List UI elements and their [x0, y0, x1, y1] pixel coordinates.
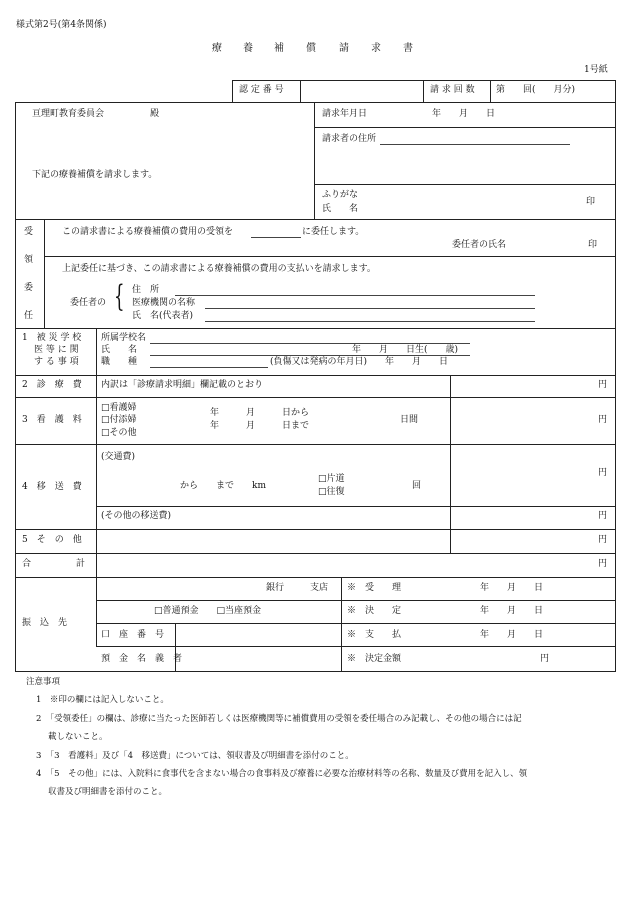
- account-number-label: 口 座 番 号: [101, 630, 165, 640]
- transport-other-label: (その他の移送費): [101, 511, 172, 521]
- representative-label: 氏 名(代表者): [132, 311, 194, 321]
- nursing-to-date[interactable]: 年 月 日まで: [210, 421, 310, 431]
- school-label: 所属学校名: [101, 333, 147, 343]
- title-char: 請: [339, 43, 349, 54]
- decision-label: ※ 決 定: [347, 606, 402, 616]
- transport-route[interactable]: から まで km: [180, 481, 266, 491]
- note-item: 載しないこと。: [48, 732, 108, 742]
- treatment-label: 2 診 療 費: [22, 380, 82, 390]
- delegation-request: 上記委任に基づき、この請求書による療養補償の費用の支払いを請求します。: [62, 264, 376, 274]
- receipt-label: ※ 受 理: [347, 583, 402, 593]
- decision-date: 年 月 日: [480, 606, 544, 616]
- request-text: 下記の療養補償を請求します。: [32, 170, 158, 180]
- account-holder-field[interactable]: [180, 651, 338, 665]
- injury-date-field[interactable]: (負傷又は発病の年月日) 年 月 日: [270, 357, 449, 367]
- payment-label: ※ 支 払: [347, 630, 402, 640]
- note-item: 4 「5 その他」には、入院料に食事代を含まない場合の食事料及び療養に必要な治療材料等の名称、数量及び費用を記入し、領: [36, 769, 528, 779]
- title-char: 償: [306, 43, 316, 54]
- note-item: 2 「受領委任」の欄は、診療に当たった医師若しくは医療機関等に補償費用の受領を委任場合のみ記載し、その他の場合には記: [36, 714, 522, 724]
- brace: {: [114, 279, 125, 314]
- institution-name-field[interactable]: [205, 308, 535, 309]
- transfer-label: 振 込 先: [22, 618, 68, 628]
- total-label: 合 計: [22, 559, 86, 569]
- victim-name-field[interactable]: [150, 355, 470, 356]
- transport-label: 4 移 送 費: [22, 482, 82, 492]
- school-field[interactable]: [150, 343, 470, 344]
- title-char: 書: [403, 43, 413, 54]
- delegation-sentence-end: に委任します。: [302, 227, 365, 237]
- nursing-from-date[interactable]: 年 月 日から: [210, 408, 310, 418]
- address-field[interactable]: [380, 144, 570, 145]
- victim-section-label: す る 事 項: [34, 357, 79, 367]
- nursing-days[interactable]: 日間: [400, 415, 419, 425]
- cert-number-label: 認 定 番 号: [239, 85, 284, 95]
- representative-field[interactable]: [205, 321, 535, 322]
- branch-label[interactable]: 支店: [310, 583, 329, 593]
- treatment-text: 内訳は「診療請求明細」欄記載のとおり: [101, 380, 264, 390]
- delegate-address-label: 住 所: [132, 285, 160, 295]
- yen-unit: 円: [598, 380, 608, 390]
- bank-label[interactable]: 銀行: [266, 583, 285, 593]
- form-code: 様式第2号(第4条関係): [16, 20, 107, 30]
- delegation-side-label: 任: [24, 311, 34, 321]
- nursing-label: 3 看 護 料: [22, 415, 82, 425]
- other-label: 5 そ の 他: [22, 535, 82, 545]
- address-label: 請求者の住所: [322, 134, 377, 144]
- title-char: 療: [212, 43, 222, 54]
- transport-times[interactable]: 回: [412, 481, 422, 491]
- addressee: 亘理町教育委員会: [32, 109, 105, 119]
- round-trip-checkbox[interactable]: □往復: [318, 487, 345, 497]
- account-number-field[interactable]: [180, 628, 338, 642]
- yen-unit: 円: [598, 511, 608, 521]
- furigana-label: ふりがな: [322, 190, 359, 200]
- seal-mark: 印: [586, 197, 596, 207]
- sheet-number: 1号紙: [584, 65, 608, 75]
- title-char: 補: [274, 43, 284, 54]
- yen-unit: 円: [598, 535, 608, 545]
- decided-amount-label: ※ 決定金額: [347, 654, 402, 664]
- claim-count-value[interactable]: 第 回( 月分): [496, 85, 576, 95]
- claim-date-field[interactable]: 年 月 日: [432, 109, 496, 119]
- victim-section-label: 1 被 災 学 校: [22, 333, 82, 343]
- claim-date-label: 請求年月日: [322, 109, 368, 119]
- nursing-option-checkbox[interactable]: □付添婦: [101, 415, 137, 425]
- delegator-name-label: 委任者の氏名: [452, 240, 507, 250]
- account-holder-label: 預 金 名 義 者: [101, 654, 183, 664]
- note-item: 3 「3 看護料」及び「4 移送費」については、領収書及び明細書を添付のこと。: [36, 751, 354, 761]
- receipt-date: 年 月 日: [480, 583, 544, 593]
- yen-unit: 円: [598, 468, 608, 478]
- delegation-side-label: 受: [24, 227, 34, 237]
- delegator-seal: 印: [588, 240, 598, 250]
- note-item: 1 ※印の欄には記入しないこと。: [36, 695, 169, 705]
- delegation-sentence: この請求書による療養補償の費用の受領を: [62, 227, 234, 237]
- honorific: 殿: [150, 109, 160, 119]
- title-char: 求: [371, 43, 381, 54]
- job-label: 職 種: [101, 357, 138, 367]
- notes-heading: 注意事項: [26, 677, 61, 687]
- claimant-name-label: 氏 名: [322, 204, 359, 214]
- birth-date-field[interactable]: 年 月 日生( 歳): [352, 345, 459, 355]
- delegation-side-label: 領: [24, 255, 34, 265]
- delegate-name-field[interactable]: [251, 237, 301, 238]
- institution-name-label: 医療機関の名称: [132, 298, 196, 308]
- title-char: 養: [243, 43, 253, 54]
- cert-number-field[interactable]: [303, 84, 421, 100]
- claim-count-label: 請 求 回 数: [430, 85, 475, 95]
- deposit-type-checkbox[interactable]: □普通預金 □当座預金: [154, 606, 262, 616]
- delegate-label: 委任者の: [70, 298, 107, 308]
- one-way-checkbox[interactable]: □片道: [318, 474, 345, 484]
- yen-unit: 円: [598, 559, 608, 569]
- nursing-option-checkbox[interactable]: □看護婦: [101, 403, 137, 413]
- yen-unit: 円: [540, 654, 550, 664]
- delegate-address-field[interactable]: [175, 295, 535, 296]
- note-item: 収書及び明細書を添付のこと。: [48, 787, 168, 797]
- victim-name-label: 氏 名: [101, 345, 138, 355]
- delegation-side-label: 委: [24, 283, 34, 293]
- job-field[interactable]: [150, 367, 268, 368]
- victim-section-label: 医 等 に 関: [34, 345, 79, 355]
- yen-unit: 円: [598, 415, 608, 425]
- payment-date: 年 月 日: [480, 630, 544, 640]
- transport-sub-label: (交通費): [101, 452, 136, 462]
- nursing-option-checkbox[interactable]: □その他: [101, 428, 137, 438]
